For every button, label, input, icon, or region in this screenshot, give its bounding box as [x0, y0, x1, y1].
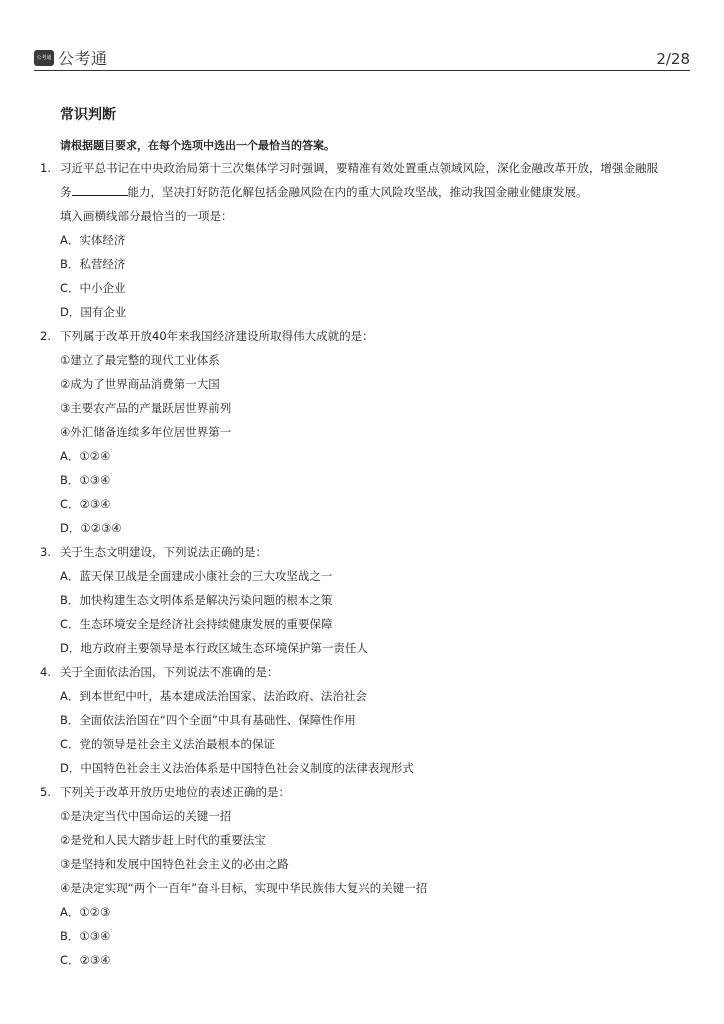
question-stem: 关于生态文明建设，下列说法正确的是： — [60, 545, 267, 559]
section-instruction: 请根据题目要求，在每个选项中选出一个最恰当的答案。 — [60, 139, 335, 152]
statement-item: ②成为了世界商品消费第一大国 — [60, 377, 220, 391]
statement-item: ③主要农产品的产量跃居世界前列 — [60, 401, 232, 415]
question-number: 1. — [40, 161, 51, 175]
statement-item: ④是决定实现“两个一百年”奋斗目标，实现中华民族伟大复兴的关键一招 — [60, 881, 428, 895]
question-number: 4. — [40, 665, 51, 679]
logo-text: 公考通 — [58, 49, 108, 68]
question-1 — [40, 156, 690, 324]
statement-item: ①是决定当代中国命运的关键一招 — [60, 809, 232, 823]
question-stem-cont: 能力，坚决打好防范化解包括金融风险在内的重大风险攻坚战，推动我国金融业健康发展。 — [127, 185, 588, 199]
question-2 — [40, 324, 690, 540]
logo-icon: 公考通 — [34, 50, 54, 66]
document-body — [40, 104, 690, 972]
statement-item: ④外汇储备连续多年位居世界第一 — [60, 425, 232, 439]
option-a[interactable]: A．①②③ — [60, 905, 111, 919]
option-b[interactable]: B．私营经济 — [60, 257, 126, 271]
question-stem-cont: 务 — [60, 185, 72, 199]
option-a[interactable]: A．①②④ — [60, 449, 111, 463]
option-c[interactable]: C．②③④ — [60, 953, 111, 967]
option-c[interactable]: C．党的领导是社会主义法治最根本的保证 — [60, 737, 276, 751]
section-title: 常识判断 — [60, 107, 116, 123]
option-a[interactable]: A．实体经济 — [60, 233, 126, 247]
question-number: 2. — [40, 329, 51, 343]
fill-blank — [72, 183, 128, 196]
question-prompt: 填入画横线部分最恰当的一项是： — [60, 209, 233, 223]
option-b[interactable]: B．①③④ — [60, 473, 111, 487]
page-header — [34, 44, 690, 71]
option-d[interactable]: D．地方政府主要领导是本行政区域生态环境保护第一责任人 — [60, 641, 368, 655]
option-c[interactable]: C．生态环境安全是经济社会持续健康发展的重要保障 — [60, 617, 333, 631]
statement-item: ②是党和人民大踏步赶上时代的重要法宝 — [60, 833, 266, 847]
option-b[interactable]: B．①③④ — [60, 929, 111, 943]
question-stem: 关于全面依法治国，下列说法不准确的是： — [60, 665, 279, 679]
question-5 — [40, 780, 690, 972]
option-d[interactable]: D．①②③④ — [60, 521, 122, 535]
question-number: 5. — [40, 785, 51, 799]
option-b[interactable]: B．全面依法治国在“四个全面”中具有基础性、保障性作用 — [60, 713, 356, 727]
option-c[interactable]: C．中小企业 — [60, 281, 126, 295]
question-stem: 下列关于改革开放历史地位的表述正确的是： — [60, 785, 290, 799]
question-stem: 下列属于改革开放40年来我国经济建设所取得伟大成就的是： — [60, 329, 374, 343]
option-b[interactable]: B．加快构建生态文明体系是解决污染问题的根本之策 — [60, 593, 333, 607]
statement-item: ③是坚持和发展中国特色社会主义的必由之路 — [60, 857, 289, 871]
question-number: 3. — [40, 545, 51, 559]
question-4 — [40, 660, 690, 780]
question-3 — [40, 540, 690, 660]
page-number: 2/28 — [656, 50, 690, 68]
option-a[interactable]: A．到本世纪中叶，基本建成法治国家、法治政府、法治社会 — [60, 689, 367, 703]
option-c[interactable]: C．②③④ — [60, 497, 111, 511]
option-d[interactable]: D．国有企业 — [60, 305, 127, 319]
statement-item: ①建立了最完整的现代工业体系 — [60, 353, 220, 367]
option-a[interactable]: A．蓝天保卫战是全面建成小康社会的三大攻坚战之一 — [60, 569, 333, 583]
option-d[interactable]: D．中国特色社会主义法治体系是中国特色社会义制度的法律表现形式 — [60, 761, 414, 775]
question-stem: 习近平总书记在中央政治局第十三次集体学习时强调，要精准有效处置重点领域风险，深化金融改革开放，增强金融服 — [60, 161, 658, 175]
brand-logo — [34, 46, 108, 69]
